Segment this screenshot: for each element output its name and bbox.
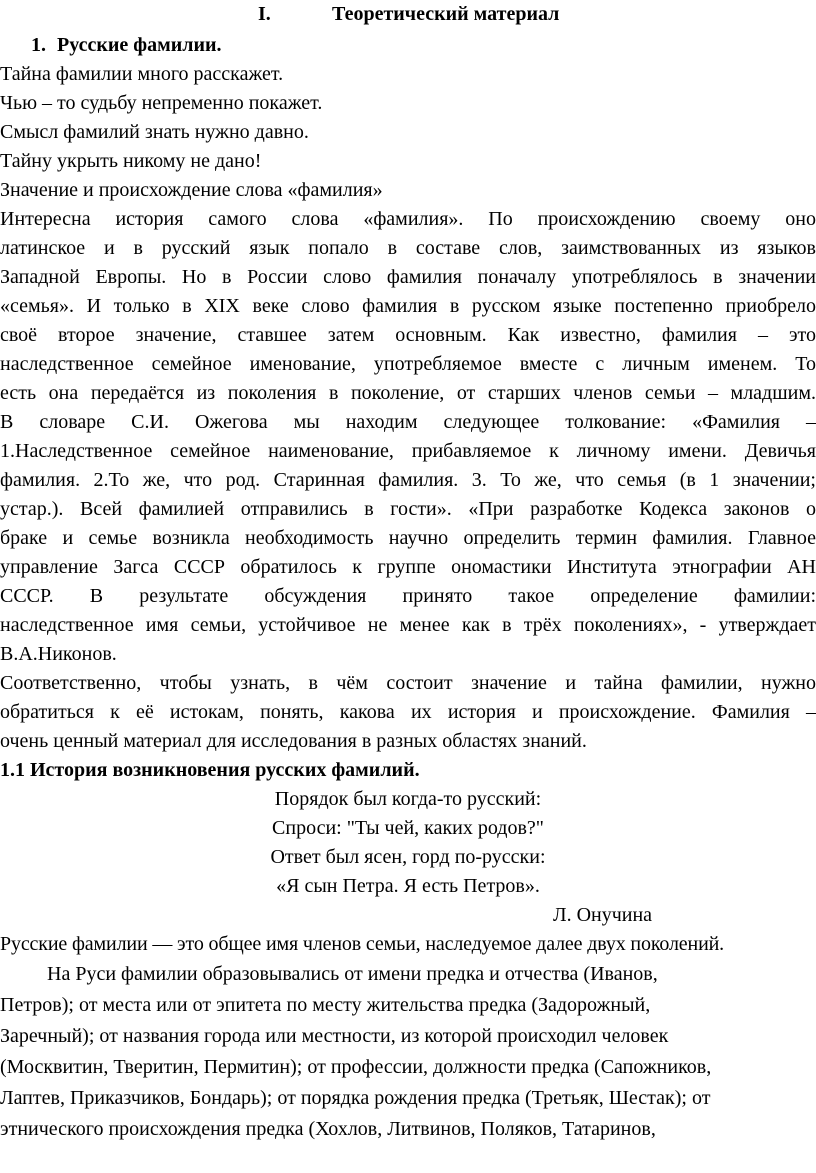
paragraph-line: Западной Европы. Но в России слово фамилия поначалу употреблялось в значении (0, 266, 816, 288)
paragraph-line: обратиться к её истокам, понять, какова их история и происхождение. Фамилия – (0, 701, 816, 723)
paragraph-line: браке и семье возникла необходимость научно определить термин фамилия. Главное (0, 527, 816, 549)
paragraph-line: фамилия. 2.То же, что род. Старинная фамилия. 3. То же, что семья (в 1 значении; (0, 469, 816, 491)
paragraph-line: очень ценный материал для исследования в разных областях знаний. (0, 730, 587, 752)
epigraph-line: Порядок был когда-то русский: (274, 788, 542, 810)
subsection-number: 1. (31, 34, 46, 56)
poem-line: Тайну укрыть никому не дано! (0, 150, 262, 172)
paragraph-line: устар.). Всей фамилией отправились в гости». «При разработке Кодекса законов о (0, 498, 816, 520)
epigraph-line: «Я сын Петра. Я есть Петров». (276, 875, 540, 897)
paragraph-line: Заречный); от названия города или местности, из которой происходил человек (0, 1025, 669, 1047)
paragraph-line: СССР. В результате обсуждения принято такое определение фамилии: (0, 585, 816, 607)
paragraph-line: Лаптев, Приказчиков, Бондарь); от порядка рождения предка (Третьяк, Шестак); от (0, 1087, 711, 1109)
paragraph-line: В словаре С.И. Ожегова мы находим следующее толкование: «Фамилия – (0, 411, 816, 433)
paragraph-line: На Руси фамилии образовывались от имени предка и отчества (Иванов, (47, 963, 658, 985)
paragraph-line: латинское и в русский язык попало в составе слов, заимствованных из языков (0, 237, 816, 259)
paragraph-line: наследственное семейное именование, употребляемое вместе с личным именем. То (0, 353, 816, 375)
poem-line: Тайна фамилии много расскажет. (0, 63, 284, 85)
paragraph-line: В.А.Никонов. (0, 643, 117, 665)
poem-line: Смысл фамилий знать нужно давно. (0, 121, 309, 143)
section-title: Теоретический материал (332, 3, 560, 25)
paragraph-line: Интересна история самого слова «фамилия». По происхождению своему оно (0, 208, 816, 230)
subsection-title: Русские фамилии. (57, 34, 222, 56)
definition-line: Русские фамилии — это общее имя членов семьи, наследуемое далее двух поколений. (0, 933, 725, 955)
paragraph-line: этнического происхождения предка (Хохлов, Литвинов, Поляков, Татаринов, (0, 1118, 656, 1140)
epigraph-line: Спроси: "Ты чей, каких родов?" (272, 817, 544, 839)
paragraph-line: Соответственно, чтобы узнать, в чём состоит значение и тайна фамилии, нужно (0, 672, 816, 694)
paragraph-line: Петров); от места или от эпитета по месту жительства предка (Задорожный, (0, 994, 651, 1016)
paragraph-line: наследственное имя семьи, устойчивое не менее как в трёх поколениях», - утверждает (0, 614, 816, 636)
subsection-heading (31, 33, 816, 57)
paragraph-line: 1.Наследственное семейное наименование, прибавляемое к личному имени. Девичья (0, 440, 816, 462)
paragraph-line: своё второе значение, ставшее затем основным. Как известно, фамилия – это (0, 324, 816, 346)
epigraph-author: Л. Онучина (553, 904, 653, 926)
word-origin-heading: Значение и происхождение слова «фамилия» (0, 179, 383, 201)
poem-line: Чью – то судьбу непременно покажет. (0, 92, 323, 114)
section-numeral: I. (258, 3, 271, 25)
subsection-1-1-heading: 1.1 История возникновения русских фамилий. (0, 759, 420, 781)
epigraph-line: Ответ был ясен, горд по-русски: (270, 846, 546, 868)
paragraph-line: есть она передаётся из поколения в поколение, от старших членов семьи – младшим. (0, 382, 816, 404)
paragraph-line: (Москвитин, Тверитин, Пермитин); от профессии, должности предка (Сапожников, (0, 1056, 712, 1078)
paragraph-line: управление Загса СССР обратилось к группе ономастики Института этнографии АН (0, 556, 816, 578)
paragraph-line: «семья». И только в XIX веке слово фамилия в русском языке постепенно приобрело (0, 295, 816, 317)
